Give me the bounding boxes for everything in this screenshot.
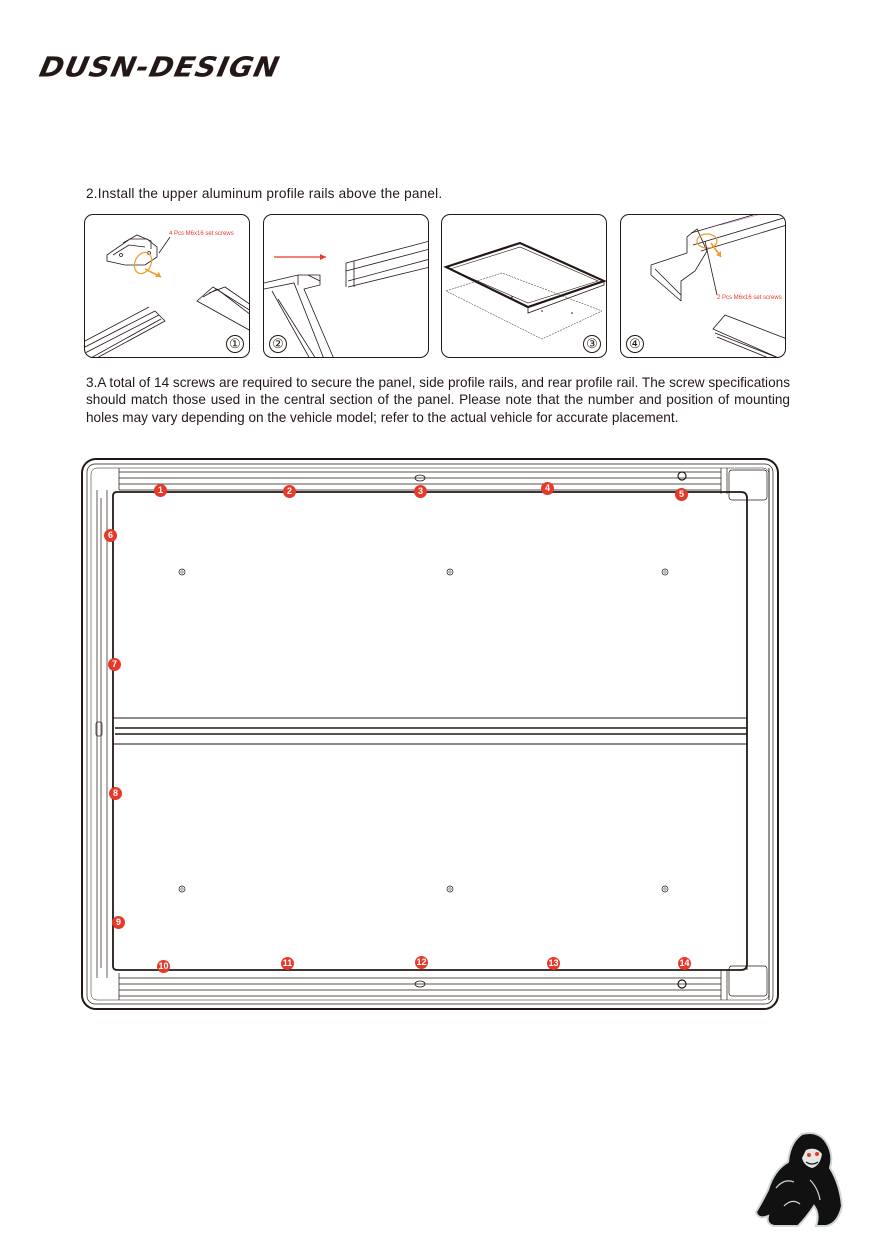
gorilla-mascot-icon bbox=[754, 1128, 844, 1228]
screw-marker-9: 9 bbox=[112, 916, 125, 929]
step-number-badge: ② bbox=[269, 335, 287, 353]
screw-marker-2: 2 bbox=[283, 485, 296, 498]
step-panel-2 bbox=[263, 214, 429, 358]
step-panel-4 bbox=[620, 214, 786, 358]
step-number-badge: ③ bbox=[583, 335, 601, 353]
screw-marker-3: 3 bbox=[414, 485, 427, 498]
screw-marker-14: 14 bbox=[679, 958, 690, 968]
logo-text: DUSN-DESIGN bbox=[36, 50, 283, 84]
screw-marker-12: 12 bbox=[416, 957, 427, 967]
screw-placement-diagram bbox=[81, 458, 779, 1010]
step-3-instructions: 3.A total of 14 screws are required to secure the panel, side profile rails, and rear profile rail. The screw specifications should match those used in the central section of the panel. Please note that the number and position of mounting holes may vary depending on the vehicle model; refer to the actual vehicle for accurate placement. bbox=[86, 375, 790, 425]
screw-marker-4: 4 bbox=[541, 482, 554, 495]
step-panel-3 bbox=[441, 214, 607, 358]
screw-marker-6: 6 bbox=[104, 529, 117, 542]
screw-marker-5: 5 bbox=[675, 488, 688, 501]
screw-marker-8: 8 bbox=[109, 787, 122, 800]
screw-marker-13: 13 bbox=[548, 958, 559, 968]
step-number-badge: ① bbox=[226, 335, 244, 353]
screw-note: 4 Pcs M6x16 set screws bbox=[169, 231, 234, 237]
step-panel-1 bbox=[84, 214, 250, 358]
step-number-badge: ④ bbox=[626, 335, 644, 353]
frame-on-panel-illustration bbox=[442, 215, 607, 358]
rail-slide-illustration bbox=[264, 215, 429, 358]
rear-rail-screw-illustration bbox=[621, 215, 786, 358]
screw-marker-10: 10 bbox=[158, 961, 169, 971]
step-2-title: 2.Install the upper aluminum profile rails above the panel. bbox=[86, 186, 443, 201]
frame-top-view bbox=[81, 458, 779, 1010]
screw-marker-1: 1 bbox=[154, 484, 167, 497]
screw-marker-7: 7 bbox=[108, 658, 121, 671]
screw-marker-11: 11 bbox=[282, 958, 293, 968]
brand-logo bbox=[36, 50, 328, 84]
screw-note: 2 Pcs M6x16 set screws bbox=[717, 295, 782, 301]
